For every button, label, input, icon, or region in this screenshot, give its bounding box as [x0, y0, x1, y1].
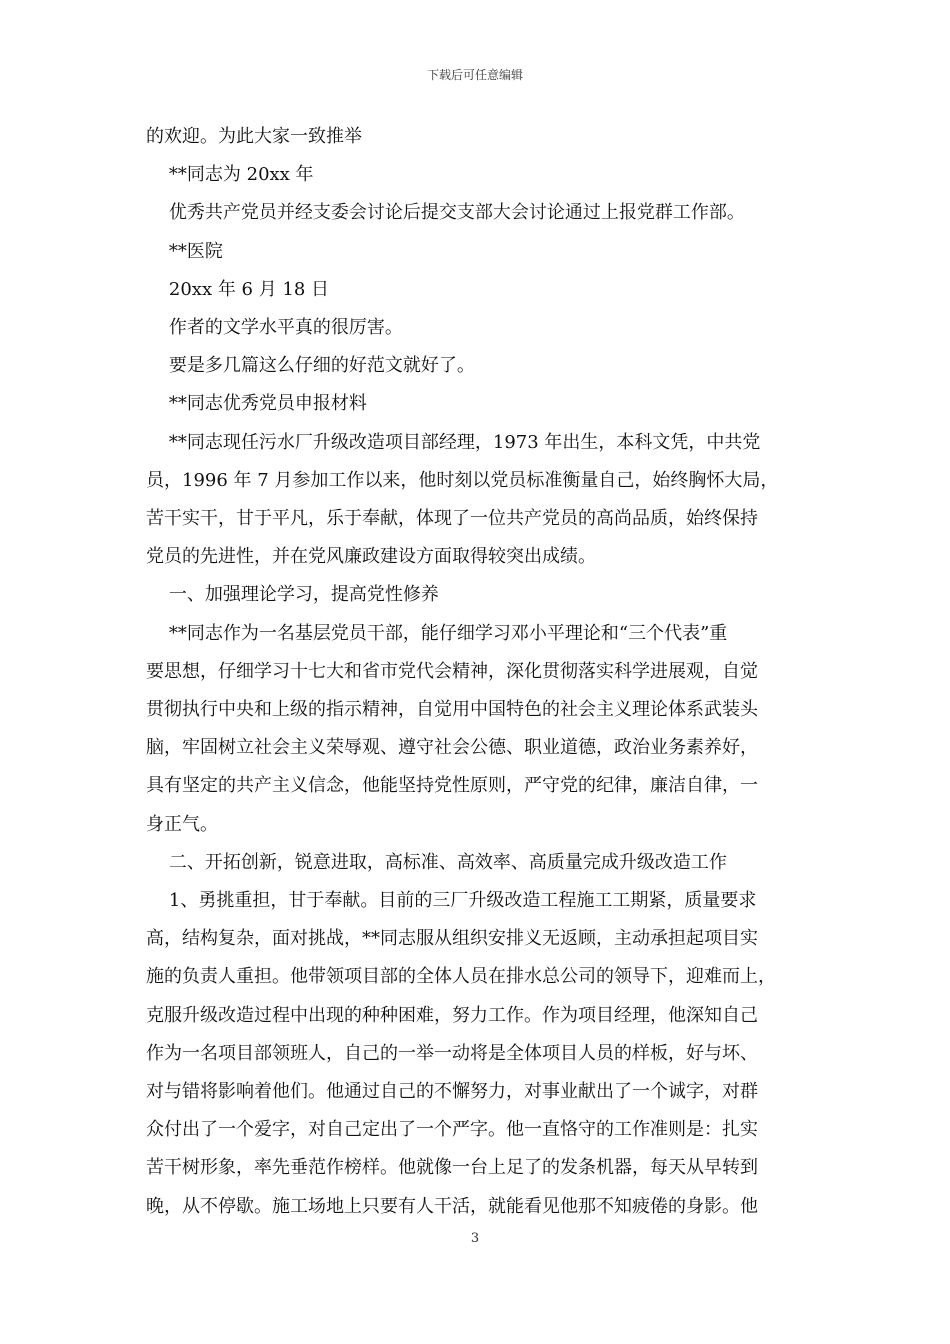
text-line: 身正气。 [146, 813, 218, 835]
text-line: 苦干树形象，率先垂范作榜样。他就像一台上足了的发条机器，每天从早转到 [146, 1157, 758, 1179]
text-line: **同志为 20xx 年 [146, 164, 314, 186]
text-line: 众付出了一个爱字，对自己定出了一个严字。他一直恪守的工作准则是：扎实 [146, 1119, 758, 1141]
text-line: 施的负责人重担。他带领项目部的全体人员在排水总公司的领导下，迎难而上， [146, 966, 776, 988]
section-title: **同志优秀党员申报材料 [146, 393, 367, 415]
text-line: 具有坚定的共产主义信念，他能坚持党性原则，严守党的纪律，廉洁自律，一 [146, 775, 758, 797]
text-line: 贯彻执行中央和上级的指示精神，自觉用中国特色的社会主义理论体系武装头 [146, 699, 758, 721]
text-line: **同志作为一名基层党员干部，能仔细学习邓小平理论和“三个代表”重 [146, 622, 728, 644]
text-line: 的欢迎。为此大家一致推举 [146, 126, 362, 147]
document-body [146, 118, 826, 1226]
section-heading: 一、加强理论学习，提高党性修养 [146, 584, 439, 606]
text-line: 作为一名项目部领班人，自己的一举一动将是全体项目人员的样板，好与坏、 [146, 1042, 758, 1064]
text-line: 要是多几篇这么仔细的好范文就好了。 [146, 355, 475, 377]
text-line: **医院 [146, 240, 223, 262]
text-line: 晚，从不停歇。施工场地上只要有人干活，就能看见他那不知疲倦的身影。他 [146, 1195, 758, 1217]
text-line: 苦干实干，甘于平凡，乐于奉献，体现了一位共产党员的高尚品质，始终保持 [146, 508, 758, 530]
text-line: 员，1996 年 7 月参加工作以来，他时刻以党员标准衡量自己，始终胸怀大局， [146, 469, 779, 491]
text-line: 优秀共产党员并经支委会讨论后提交支部大会讨论通过上报党群工作部。 [146, 202, 745, 224]
text-line: 要思想，仔细学习十七大和省市党代会精神，深化贯彻落实科学进展观，自觉 [146, 660, 758, 682]
text-line: 1、勇挑重担，甘于奉献。目前的三厂升级改造工程施工工期紧，质量要求 [146, 890, 757, 912]
text-line: 20xx 年 6 月 18 日 [146, 278, 330, 300]
page-number: 3 [470, 1231, 480, 1246]
text-line: 克服升级改造过程中出现的种种困难，努力工作。作为项目经理，他深知自己 [146, 1004, 758, 1026]
text-line: 高，结构复杂，面对挑战，**同志服从组织安排义无返顾，主动承担起项目实 [146, 928, 758, 950]
text-line: 党员的先进性，并在党风廉政建设方面取得较突出成绩。 [146, 546, 596, 568]
text-line: **同志现任污水厂升级改造项目部经理，1973 年出生，本科文凭，中共党 [146, 431, 761, 453]
page-header: 下载后可任意编辑 [426, 68, 523, 82]
text-line: 作者的文学水平真的很厉害。 [146, 317, 403, 339]
section-heading: 二、开拓创新，锐意进取，高标准、高效率、高质量完成升级改造工作 [146, 851, 727, 873]
text-line: 脑，牢固树立社会主义荣辱观、遵守社会公德、职业道德，政治业务素养好， [146, 737, 758, 759]
text-line: 对与错将影响着他们。他通过自己的不懈努力，对事业献出了一个诚字，对群 [146, 1081, 758, 1103]
